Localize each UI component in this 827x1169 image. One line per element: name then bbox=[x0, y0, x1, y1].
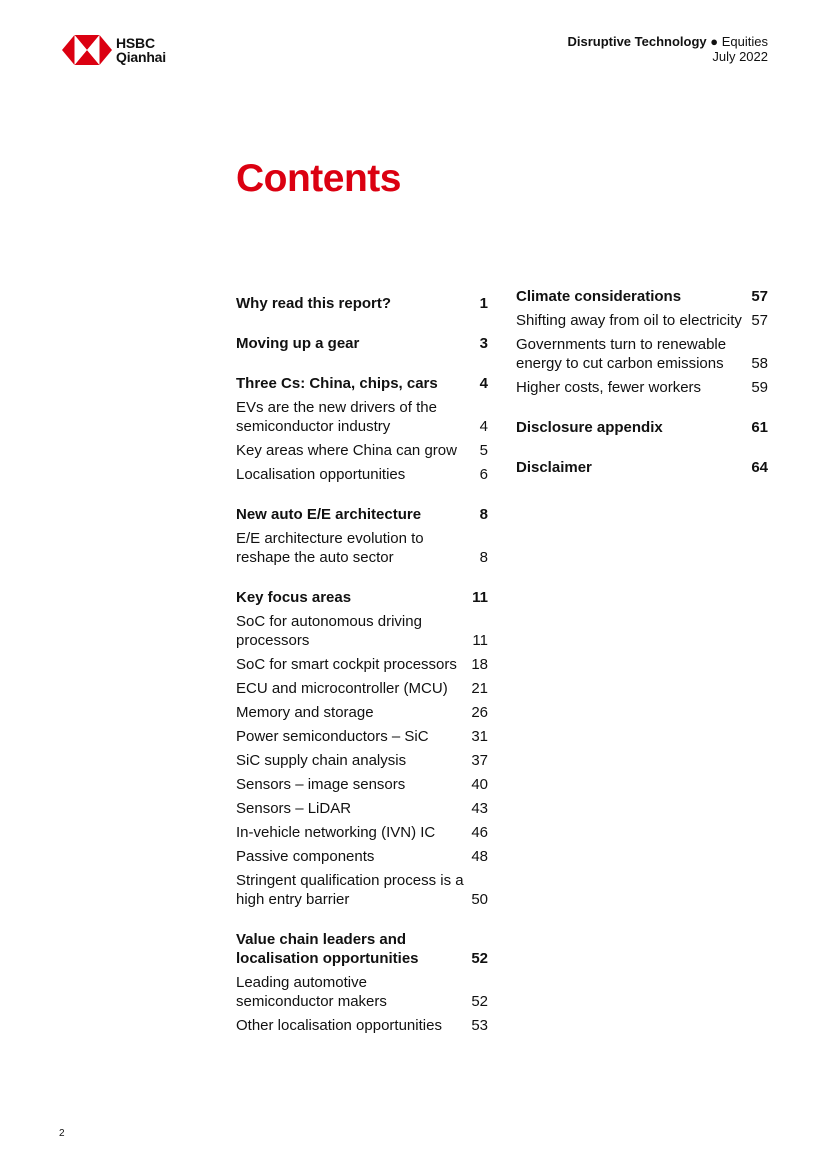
toc-sub-entry-label: EVs are the new drivers of the semiconductor industry bbox=[236, 399, 437, 435]
toc-entry-title: Why read this report? bbox=[236, 295, 392, 312]
toc-main-entry[interactable] bbox=[236, 588, 488, 607]
toc-sub-entry[interactable] bbox=[236, 441, 488, 460]
toc-sub-entry[interactable] bbox=[236, 529, 488, 567]
toc-main-entry[interactable] bbox=[516, 458, 768, 477]
toc-sub-entry-label: E/E architecture evolution to reshape the auto sector bbox=[236, 530, 424, 566]
toc-sub-entry-label: Key areas where China can grow bbox=[236, 442, 457, 459]
toc-entry-page: 1 bbox=[479, 295, 488, 312]
toc-entry-title: Disclaimer bbox=[516, 459, 592, 476]
toc-entry-title: Key focus areas bbox=[236, 589, 352, 606]
toc-entry-page: 57 bbox=[751, 288, 768, 305]
toc-sub-entry[interactable] bbox=[236, 398, 488, 436]
toc-sub-entry-label: Other localisation opportunities bbox=[236, 1017, 442, 1034]
toc-sub-entry-label: Power semiconductors – SiC bbox=[236, 728, 429, 745]
toc-sub-entry-label: SoC for smart cockpit processors bbox=[236, 656, 457, 673]
toc-main-entry[interactable] bbox=[236, 930, 488, 968]
toc-sub-entry[interactable] bbox=[236, 847, 488, 866]
toc-sub-entry-page: 59 bbox=[751, 379, 768, 396]
toc-sub-entry-page: 8 bbox=[479, 549, 488, 566]
toc-sub-entry-label: SiC supply chain analysis bbox=[236, 752, 407, 769]
toc-entry-title: Moving up a gear bbox=[236, 335, 360, 352]
toc-entry-page: 3 bbox=[479, 335, 488, 352]
toc-section bbox=[516, 418, 768, 437]
toc-sub-entry-label: Sensors – image sensors bbox=[236, 776, 406, 793]
logo-line-1: HSBC bbox=[116, 35, 155, 51]
toc-sub-entry-label: Stringent qualification process is a high entry barrier bbox=[236, 872, 464, 908]
report-category: Equities bbox=[721, 34, 768, 49]
toc-sub-entry[interactable] bbox=[236, 703, 488, 722]
toc-main-entry[interactable] bbox=[516, 418, 768, 437]
toc-sub-entry[interactable] bbox=[236, 679, 488, 698]
logo-line-2: Qianhai bbox=[116, 49, 166, 65]
report-date: July 2022 bbox=[712, 49, 768, 64]
toc-entry-page: 11 bbox=[472, 589, 488, 606]
bullet-separator: ● bbox=[710, 34, 719, 49]
toc-entry-page: 8 bbox=[479, 506, 488, 523]
toc-sub-entry[interactable] bbox=[236, 799, 488, 818]
toc-sub-entry-page: 21 bbox=[471, 680, 488, 697]
toc-entry-title: Value chain leaders and localisation opportunities bbox=[236, 931, 419, 967]
toc-sub-entry[interactable] bbox=[236, 612, 488, 650]
toc-sub-entry-label: SoC for autonomous driving processors bbox=[236, 613, 422, 649]
toc-sub-entry-page: 5 bbox=[479, 442, 488, 459]
report-series: Disruptive Technology bbox=[567, 34, 707, 49]
toc-sub-entry-label: Memory and storage bbox=[236, 704, 374, 721]
toc-entry-title: Disclosure appendix bbox=[516, 419, 663, 436]
toc-section bbox=[516, 287, 768, 397]
toc-right-column bbox=[516, 287, 768, 498]
toc-sub-entry-page: 50 bbox=[471, 891, 488, 908]
toc-sub-entry-page: 11 bbox=[472, 632, 488, 649]
toc-entry-page: 52 bbox=[471, 950, 488, 967]
toc-sub-entry-page: 48 bbox=[471, 848, 488, 865]
toc-left-column bbox=[236, 294, 488, 1056]
toc-section bbox=[236, 294, 488, 313]
toc-main-entry[interactable] bbox=[236, 334, 488, 353]
toc-sub-entry-page: 37 bbox=[471, 752, 488, 769]
toc-sub-entry-label: Shifting away from oil to electricity bbox=[516, 312, 742, 329]
toc-section bbox=[236, 334, 488, 353]
toc-sub-entry-page: 6 bbox=[479, 466, 488, 483]
toc-sub-entry-page: 53 bbox=[471, 1017, 488, 1034]
hsbc-hexagon-icon bbox=[62, 35, 112, 65]
toc-sub-entry-page: 43 bbox=[471, 800, 488, 817]
toc-sub-entry-page: 26 bbox=[471, 704, 488, 721]
toc-sub-entry[interactable] bbox=[516, 378, 768, 397]
toc-sub-entry-label: ECU and microcontroller (MCU) bbox=[236, 680, 448, 697]
toc-main-entry[interactable] bbox=[516, 287, 768, 306]
toc-entry-title: New auto E/E architecture bbox=[236, 506, 422, 523]
toc-sub-entry-page: 40 bbox=[471, 776, 488, 793]
toc-sub-entry-page: 58 bbox=[751, 355, 768, 372]
report-series-line bbox=[567, 34, 768, 49]
toc-main-entry[interactable] bbox=[236, 374, 488, 393]
toc-sub-entry[interactable] bbox=[236, 973, 488, 1011]
toc-sub-entry[interactable] bbox=[236, 823, 488, 842]
toc-section bbox=[516, 458, 768, 477]
toc-entry-title: Climate considerations bbox=[516, 288, 682, 305]
toc-section bbox=[236, 930, 488, 1035]
toc-sub-entry-page: 52 bbox=[471, 993, 488, 1010]
logo-text bbox=[116, 36, 166, 64]
toc-sub-entry[interactable] bbox=[516, 311, 768, 330]
toc-sub-entry-label: Sensors – LiDAR bbox=[236, 800, 352, 817]
toc-sub-entry[interactable] bbox=[236, 751, 488, 770]
toc-sub-entry[interactable] bbox=[236, 727, 488, 746]
hsbc-qianhai-logo bbox=[62, 35, 182, 65]
toc-main-entry[interactable] bbox=[236, 505, 488, 524]
toc-entry-page: 64 bbox=[751, 459, 768, 476]
toc-sub-entry-label: Leading automotive semiconductor makers bbox=[236, 974, 387, 1010]
toc-sub-entry[interactable] bbox=[516, 335, 768, 373]
toc-sub-entry-label: Passive components bbox=[236, 848, 375, 865]
toc-sub-entry[interactable] bbox=[236, 655, 488, 674]
toc-sub-entry[interactable] bbox=[236, 1016, 488, 1035]
toc-sub-entry-label: Governments turn to renewable energy to cut carbon emissions bbox=[516, 336, 727, 372]
toc-sub-entry-label: In-vehicle networking (IVN) IC bbox=[236, 824, 436, 841]
report-header bbox=[567, 34, 768, 64]
toc-sub-entry-page: 4 bbox=[479, 418, 488, 435]
toc-sub-entry-label: Higher costs, fewer workers bbox=[516, 379, 702, 396]
page-number: 2 bbox=[59, 1128, 65, 1139]
toc-sub-entry[interactable] bbox=[236, 871, 488, 909]
toc-sub-entry-page: 31 bbox=[471, 728, 488, 745]
toc-section bbox=[236, 588, 488, 909]
toc-sub-entry-page: 57 bbox=[751, 312, 768, 329]
toc-section bbox=[236, 374, 488, 484]
page-title: Contents bbox=[236, 157, 401, 200]
toc-section bbox=[236, 505, 488, 567]
toc-entry-title: Three Cs: China, chips, cars bbox=[236, 375, 438, 392]
toc-sub-entry-page: 18 bbox=[471, 656, 488, 673]
toc-main-entry[interactable] bbox=[236, 294, 488, 313]
toc-sub-entry-label: Localisation opportunities bbox=[236, 466, 406, 483]
toc-sub-entry-page: 46 bbox=[471, 824, 488, 841]
toc-entry-page: 4 bbox=[479, 375, 488, 392]
toc-sub-entry[interactable] bbox=[236, 775, 488, 794]
toc-entry-page: 61 bbox=[751, 419, 768, 436]
toc-sub-entry[interactable] bbox=[236, 465, 488, 484]
